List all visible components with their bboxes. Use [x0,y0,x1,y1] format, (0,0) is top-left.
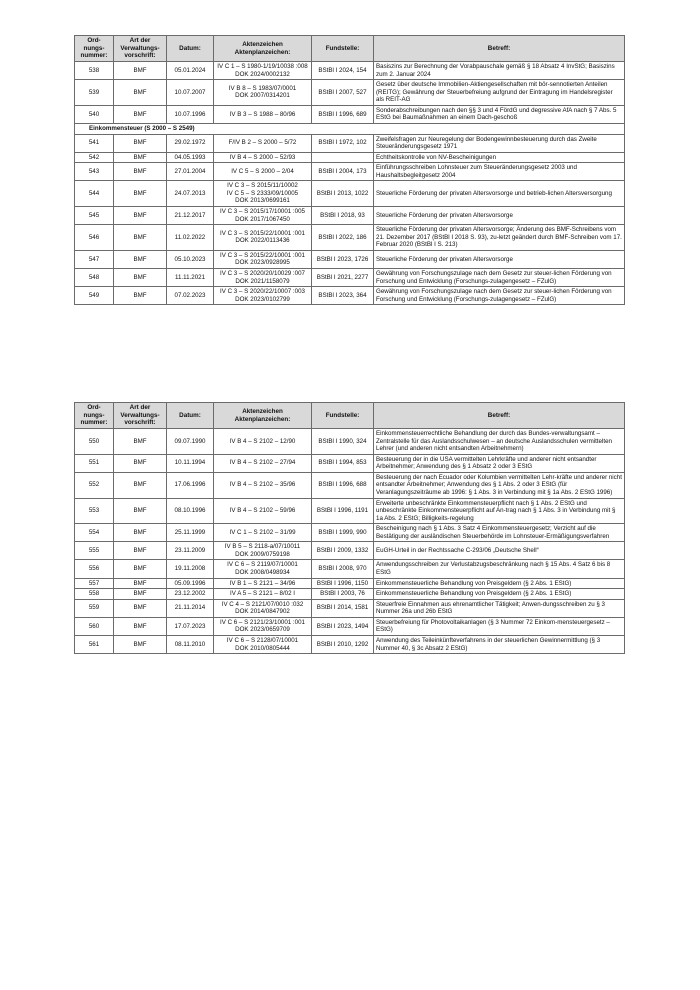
cell-datum: 10.07.1996 [167,105,214,123]
cell-datum: 21.11.2014 [167,599,214,617]
cell-betreff: Erweiterte unbeschränkte Einkommensteuerpflicht nach § 1 Abs. 2 EStG und unbeschränkte Einkommensteuerpflicht auf An-trag nach § 1 Abs. 3 in Verbindung mit § 1a Abs. 2 EStG; Billigkeits-regelung [374,498,625,524]
cell-ordnr: 545 [75,207,114,225]
cell-betreff: Gewährung von Forschungszulage nach dem Gesetz zur steuer-lichen Förderung von Forschung und Entwicklung (Forschungs-zulagengesetz – FZulG) [374,268,625,286]
cell-datum: 07.02.2023 [167,287,214,305]
cell-fundstelle: BStBl I 2024, 154 [312,62,374,80]
header-fundstelle: Fundstelle: [312,36,374,62]
cell-aktenzeichen: IV B 4 – S 2102 – 12/90 [214,429,312,455]
cell-betreff: Steuerbefreiung für Photovoltaikanlagen (§ 3 Nummer 72 Einkom-mensteuergesetz – EStG) [374,617,625,635]
cell-ordnr: 550 [75,429,114,455]
cell-ordnr: 549 [75,287,114,305]
cell-art: BMF [114,578,167,589]
cell-art: BMF [114,250,167,268]
regulations-table-1 [74,35,625,305]
cell-datum: 11.11.2021 [167,268,214,286]
table-row [75,524,625,542]
cell-fundstelle: BStBl I 2009, 1332 [312,542,374,560]
cell-aktenzeichen: IV B 3 – S 1988 – 80/96 [214,105,312,123]
table-row [75,134,625,152]
cell-art: BMF [114,589,167,600]
cell-art: BMF [114,635,167,653]
cell-ordnr: 548 [75,268,114,286]
cell-aktenzeichen: IV A 5 – S 2121 – 8/02 I [214,589,312,600]
cell-art: BMF [114,152,167,163]
cell-ordnr: 556 [75,560,114,578]
cell-art: BMF [114,207,167,225]
table-header-row [75,403,625,429]
cell-betreff: Anwendung des Teileinkünfteverfahrens in der steuerlichen Gewinnermittlung (§ 3 Nummer 40, § 3c Absatz 2 EStG) [374,635,625,653]
cell-aktenzeichen: IV C 6 – S 2119/07/10001 DOK 2008/0498934 [214,560,312,578]
header-datum: Datum: [167,36,214,62]
cell-ordnr: 552 [75,472,114,498]
cell-betreff: Steuerfreie Einnahmen aus ehrenamtlicher Tätigkeit; Anwen-dungsschreiben zu § 3 Nummer 26a und 26b EStG [374,599,625,617]
header-betreff: Betreff: [374,36,625,62]
cell-art: BMF [114,617,167,635]
cell-aktenzeichen: IV C 6 – S 2128/07/10001 DOK 2010/0805444 [214,635,312,653]
cell-fundstelle: BStBl I 1996, 689 [312,105,374,123]
cell-art: BMF [114,225,167,251]
cell-fundstelle: BStBl I 2023, 1494 [312,617,374,635]
cell-fundstelle: BStBl I 2022, 186 [312,225,374,251]
cell-aktenzeichen: IV C 3 – S 2015/22/10001 :001 DOK 2022/0113436 [214,225,312,251]
header-datum: Datum: [167,403,214,429]
cell-art: BMF [114,498,167,524]
cell-datum: 09.07.1990 [167,429,214,455]
cell-aktenzeichen: IV B 1 – S 2121 – 34/96 [214,578,312,589]
cell-fundstelle: BStBl I 2014, 1581 [312,599,374,617]
cell-aktenzeichen: IV C 3 – S 2020/20/10029 :007 DOK 2021/1158079 [214,268,312,286]
cell-ordnr: 546 [75,225,114,251]
header-aktenzeichen: Aktenzeichen Aktenplanzeichen: [214,403,312,429]
table-row [75,80,625,106]
cell-aktenzeichen: IV C 5 – S 2000 – 2/04 [214,163,312,181]
cell-art: BMF [114,560,167,578]
table-header-row [75,36,625,62]
cell-art: BMF [114,429,167,455]
cell-datum: 04.05.1993 [167,152,214,163]
cell-betreff: Gesetz über deutsche Immobilien-Aktiengesellschaften mit bör-sennotierten Anteilen (REITG); Gewährung der Steuerbefreiung aufgrund der Eintragung im Handelsregister als REIT-AG [374,80,625,106]
cell-betreff: Besteuerung der nach Ecuador oder Kolumbien vermittelten Lehr-kräfte und anderer nicht entsandter Arbeitnehmer; Anwendung des § 1 Abs. 2 oder 3 EStG (für Veranlagungszeiträume ab 1996: § 1 Abs. 3 in Verbindung mit § 1a Abs. 2 EStG 1996) [374,472,625,498]
cell-fundstelle: BStBl I 1994, 853 [312,454,374,472]
cell-datum: 24.07.2013 [167,181,214,207]
cell-ordnr: 554 [75,524,114,542]
cell-betreff: Bescheinigung nach § 1 Abs. 3 Satz 4 Einkommensteuergesetz; Verzicht auf die Bestätigung der ausländischen Steuerbehörde im Lohnsteuer-Ermäßigungsverfahren [374,524,625,542]
header-aktenzeichen: Aktenzeichen Aktenplanzeichen: [214,36,312,62]
cell-datum: 17.07.2023 [167,617,214,635]
cell-fundstelle: BStBl I 1990, 324 [312,429,374,455]
cell-datum: 05.01.2024 [167,62,214,80]
table-row [75,152,625,163]
cell-betreff: Einkommensteuerrechtliche Behandlung der durch das Bundes-verwaltungsamt – Zentralstelle für das Auslandsschulwesen – an deutsche Auslandsschulen vermittelten Lehrer (und anderen nicht entsandten Arbeitnehmern) [374,429,625,455]
cell-aktenzeichen: IV B 4 – S 2102 – 59/96 [214,498,312,524]
cell-aktenzeichen: IV C 4 – S 2121/07/0010 :032 DOK 2014/0847902 [214,599,312,617]
cell-betreff: Basiszins zur Berechnung der Vorabpauschale gemäß § 18 Absatz 4 InvStG; Basiszins zum 2. Januar 2024 [374,62,625,80]
cell-betreff: Steuerliche Förderung der privaten Altersvorsorge; Änderung des BMF-Schreibens vom 21. Dezember 2017 (BStBl I 2018 S. 93), zu-letzt geändert durch BMF-Schreiben vom 17. Februar 2020 (BStBl I S. 213) [374,225,625,251]
cell-datum: 27.01.2004 [167,163,214,181]
cell-art: BMF [114,134,167,152]
cell-ordnr: 538 [75,62,114,80]
header-art: Art der Verwaltungs-vorschrift: [114,36,167,62]
cell-betreff: Steuerliche Förderung der privaten Altersvorsorge [374,250,625,268]
cell-art: BMF [114,105,167,123]
cell-aktenzeichen: IV C 3 – S 2020/22/10007 :003 DOK 2023/0102799 [214,287,312,305]
cell-fundstelle: BStBl I 2010, 1292 [312,635,374,653]
section-row [75,123,625,134]
cell-betreff: Steuerliche Förderung der privaten Altersvorsorge und betrieb-lichen Altersversorgung [374,181,625,207]
table-row [75,105,625,123]
table-row [75,589,625,600]
cell-ordnr: 551 [75,454,114,472]
cell-datum: 08.10.1996 [167,498,214,524]
cell-fundstelle: BStBl I 2004, 173 [312,163,374,181]
cell-art: BMF [114,472,167,498]
table-row [75,472,625,498]
cell-art: BMF [114,181,167,207]
cell-aktenzeichen: IV B 4 – S 2000 – 52/93 [214,152,312,163]
cell-aktenzeichen: IV C 3 – S 2015/17/10001 :005 DOK 2017/1067450 [214,207,312,225]
cell-betreff: Anwendungsschreiben zur Verlustabzugsbeschränkung nach § 15 Abs. 4 Satz 6 bis 8 EStG [374,560,625,578]
cell-fundstelle [312,152,374,163]
table-row [75,429,625,455]
cell-ordnr: 543 [75,163,114,181]
header-art: Art der Verwaltungs-vorschrift: [114,403,167,429]
cell-fundstelle: BStBl I 2023, 1726 [312,250,374,268]
cell-datum: 19.11.2008 [167,560,214,578]
table-row [75,578,625,589]
cell-betreff: Zweifelsfragen zur Neuregelung der Bodengewinnbesteuerung durch das Zweite Steueränderungsgesetz 1971 [374,134,625,152]
cell-datum: 10.07.2007 [167,80,214,106]
cell-datum: 17.06.1996 [167,472,214,498]
cell-aktenzeichen: IV B 8 – S 1983/07/0001 DOK 2007/0314201 [214,80,312,106]
cell-fundstelle: BStBl I 2008, 970 [312,560,374,578]
cell-art: BMF [114,287,167,305]
cell-ordnr: 540 [75,105,114,123]
header-ordnr: Ord-nungs-nummer: [75,36,114,62]
cell-aktenzeichen: IV C 1 – S 2102 – 31/99 [214,524,312,542]
table-row [75,207,625,225]
cell-betreff: Sonderabschreibungen nach den §§ 3 und 4 FördG und degressive AfA nach § 7 Abs. 5 EStG bei Baumaßnahmen an einem Dach-geschoß [374,105,625,123]
cell-art: BMF [114,599,167,617]
header-ordnr: Ord-nungs-nummer: [75,403,114,429]
cell-ordnr: 544 [75,181,114,207]
cell-datum: 23.12.2002 [167,589,214,600]
header-fundstelle: Fundstelle: [312,403,374,429]
cell-ordnr: 558 [75,589,114,600]
cell-aktenzeichen: IV B 5 – S 2118-a/07/10011 DOK 2009/0759198 [214,542,312,560]
cell-fundstelle: BStBl I 2023, 364 [312,287,374,305]
cell-aktenzeichen: IV B 4 – S 2102 – 35/96 [214,472,312,498]
table-row [75,225,625,251]
cell-betreff: Einkommensteuerliche Behandlung von Preisgeldern (§ 2 Abs. 1 EStG) [374,578,625,589]
cell-art: BMF [114,524,167,542]
table-2-body [75,429,625,654]
cell-ordnr: 561 [75,635,114,653]
cell-aktenzeichen: IV C 3 – S 2015/11/10002 IV C 5 – S 2333/09/10005 DOK 2013/0699161 [214,181,312,207]
cell-art: BMF [114,268,167,286]
cell-betreff: Einkommensteuerliche Behandlung von Preisgeldern (§ 2 Abs. 1 EStG) [374,589,625,600]
cell-ordnr: 553 [75,498,114,524]
cell-art: BMF [114,454,167,472]
cell-aktenzeichen: F/IV B 2 – S 2000 – 5/72 [214,134,312,152]
regulations-table-2 [74,402,625,654]
table-row [75,599,625,617]
cell-datum: 25.11.1999 [167,524,214,542]
table-row [75,560,625,578]
cell-fundstelle: BStBl I 1996, 1191 [312,498,374,524]
table-row [75,250,625,268]
cell-fundstelle: BStBl I 2007, 527 [312,80,374,106]
cell-aktenzeichen: IV C 3 – S 2015/22/10001 :001 DOK 2023/0928995 [214,250,312,268]
cell-datum: 29.02.1972 [167,134,214,152]
cell-datum: 05.09.1996 [167,578,214,589]
cell-aktenzeichen: IV B 4 – S 2102 – 27/94 [214,454,312,472]
cell-datum: 21.12.2017 [167,207,214,225]
cell-datum: 05.10.2023 [167,250,214,268]
table-row [75,617,625,635]
cell-fundstelle: BStBl I 2021, 2277 [312,268,374,286]
table-1-body [75,62,625,305]
cell-fundstelle: BStBl I 2018, 93 [312,207,374,225]
cell-ordnr: 539 [75,80,114,106]
cell-betreff: EuGH-Urteil in der Rechtssache C-293/06 „Deutsche Shell“ [374,542,625,560]
table-row [75,287,625,305]
table-row [75,635,625,653]
cell-aktenzeichen: IV C 1 – S 1980-1/19/10038 :008 DOK 2024/0002132 [214,62,312,80]
table-row [75,454,625,472]
cell-ordnr: 560 [75,617,114,635]
table-row [75,268,625,286]
cell-datum: 10.11.1994 [167,454,214,472]
cell-datum: 11.02.2022 [167,225,214,251]
section-title: Einkommensteuer (S 2000 – S 2549) [75,123,625,134]
table-row [75,498,625,524]
cell-fundstelle: BStBl I 1996, 688 [312,472,374,498]
cell-art: BMF [114,80,167,106]
cell-fundstelle: BStBl I 2013, 1022 [312,181,374,207]
cell-ordnr: 542 [75,152,114,163]
cell-ordnr: 555 [75,542,114,560]
cell-ordnr: 559 [75,599,114,617]
cell-ordnr: 541 [75,134,114,152]
cell-ordnr: 547 [75,250,114,268]
cell-art: BMF [114,163,167,181]
cell-ordnr: 557 [75,578,114,589]
table-row [75,181,625,207]
cell-aktenzeichen: IV C 6 – S 2121/23/10001 :001 DOK 2023/0659709 [214,617,312,635]
cell-datum: 23.11.2009 [167,542,214,560]
cell-fundstelle: BStBl I 1996, 1150 [312,578,374,589]
cell-betreff: Echtheitskontrolle von NV-Bescheinigungen [374,152,625,163]
cell-betreff: Gewährung von Forschungszulage nach dem Gesetz zur steuer-lichen Förderung von Forschung und Entwicklung (Forschungs-zulagengesetz – FZulG) [374,287,625,305]
cell-betreff: Einführungsschreiben Lohnsteuer zum Steueränderungsgesetz 2003 und Haushaltsbegleitgesetz 2004 [374,163,625,181]
cell-datum: 08.11.2010 [167,635,214,653]
cell-fundstelle: BStBl I 2003, 76 [312,589,374,600]
table-row [75,542,625,560]
table-row [75,62,625,80]
table-row [75,163,625,181]
cell-fundstelle: BStBl I 1999, 990 [312,524,374,542]
cell-betreff: Steuerliche Förderung der privaten Altersvorsorge [374,207,625,225]
cell-art: BMF [114,542,167,560]
header-betreff: Betreff: [374,403,625,429]
cell-fundstelle: BStBl I 1972, 102 [312,134,374,152]
cell-art: BMF [114,62,167,80]
cell-betreff: Besteuerung der in die USA vermittelten Lehrkräfte und anderer nicht entsandter Arbeitnehmer; Anwendung des § 1 Absatz 2 oder 3 EStG [374,454,625,472]
